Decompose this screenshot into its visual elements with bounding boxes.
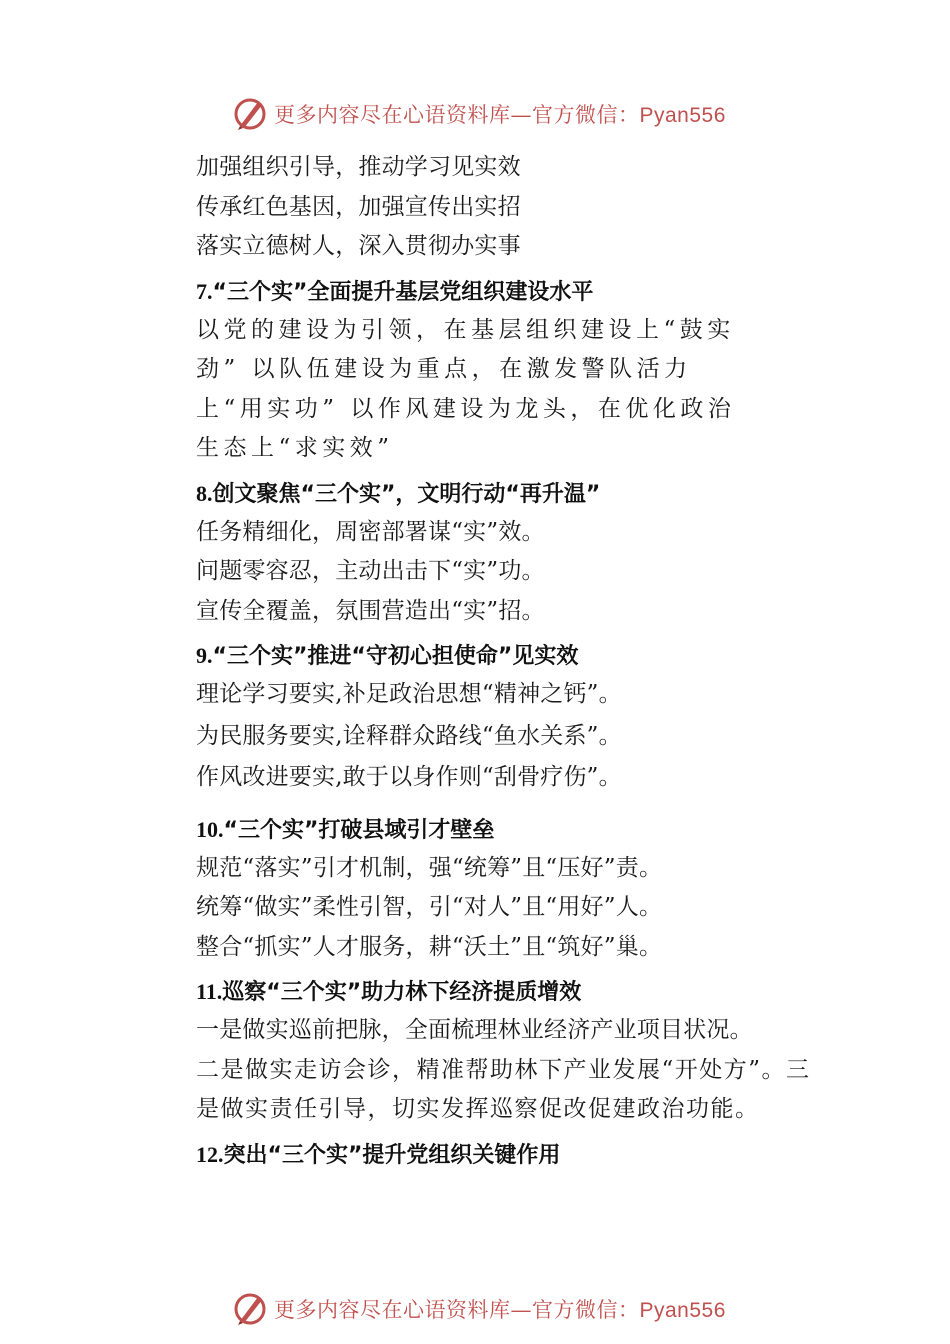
text-line: 问题零容忍，主动出击下“实”功。 (196, 558, 545, 584)
text-line: 宣传全覆盖，氛围营造出“实”招。 (196, 597, 545, 624)
section-paragraph-11: 二是做实走访会诊，精准帮助林下产业发展“开处方”。三是做实责任引导，切实发挥巡察促改促建政治功能。 (196, 1056, 811, 1122)
section-heading-11: 11.巡察“三个实”助力林下经济提质增效 (196, 979, 582, 1005)
text-line: 理论学习要实,补足政治思想“精神之钙”。 (196, 681, 622, 707)
text-line: 加强组织引导，推动学习见实效 (196, 154, 521, 180)
section-paragraph-7: 以党的建设为引领，在基层组织建设上“鼓实劲” 以队伍建设为重点，在激发警队活力上“用实功” 以作风建设为龙头，在优化政治生态上“求实效” (196, 316, 736, 461)
banner-wechat-id: Pyan556 (639, 1299, 726, 1322)
pen-logo-icon (232, 1291, 268, 1327)
document-body (196, 148, 836, 1174)
banner-wechat-id: Pyan556 (639, 104, 726, 127)
text-line: 作风改进要实,敢于以身作则“刮骨疗伤”。 (196, 764, 622, 790)
header-banner (232, 94, 792, 134)
section-heading-12: 12.突出“三个实”提升党组织关键作用 (196, 1141, 561, 1168)
text-line: 统筹“做实”柔性引智，引“对人”且“用好”人。 (196, 894, 663, 920)
banner-text: 更多内容尽在心语资料库—官方微信：Pyan556 (274, 1298, 726, 1322)
text-line: 一是做实巡前把脉，全面梳理林业经济产业项目状况。 (196, 1017, 753, 1043)
section-heading-10: 10.“三个实”打破县域引才壁垒 (196, 816, 495, 843)
section-heading-8: 8.创文聚焦“三个实”，文明行动“再升温” (196, 480, 601, 507)
text-line: 为民服务要实,诠释群众路线“鱼水关系”。 (196, 722, 622, 749)
footer-banner (232, 1289, 792, 1329)
text-line: 规范“落实”引才机制，强“统筹”且“压好”责。 (196, 854, 663, 881)
text-line: 传承红色基因，加强宣传出实招 (196, 193, 521, 220)
text-line: 落实立德树人，深入贯彻办实事 (196, 233, 521, 259)
banner-text: 更多内容尽在心语资料库—官方微信：Pyan556 (274, 103, 726, 127)
text-line: 任务精细化，周密部署谋“实”效。 (196, 518, 545, 545)
text-line: 整合“抓实”人才服务，耕“沃土”且“筑好”巢。 (196, 933, 663, 960)
section-heading-9: 9.“三个实”推进“守初心担使命”见实效 (196, 643, 579, 669)
pen-logo-icon (232, 96, 268, 132)
section-heading-7: 7.“三个实”全面提升基层党组织建设水平 (196, 278, 594, 305)
